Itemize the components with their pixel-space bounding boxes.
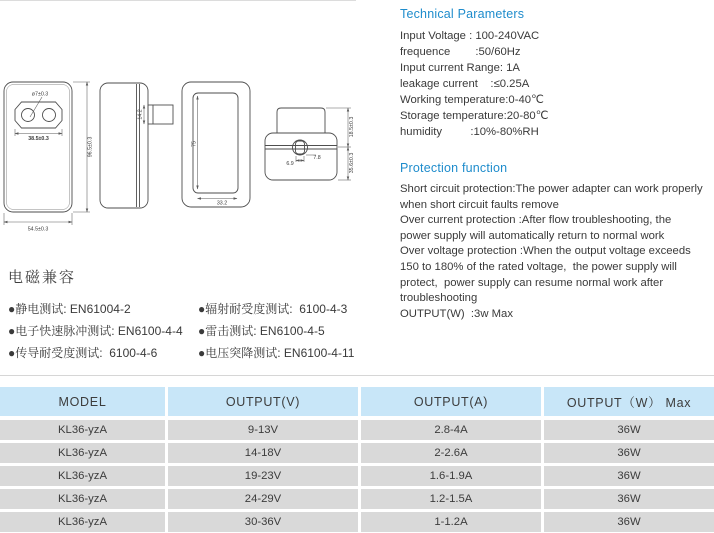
- protection-line: Over voltage protection :When the output voltage exceeds: [400, 245, 691, 258]
- table-cell-output-a: 2.8-4A: [361, 420, 541, 440]
- dim-inner-width: 33.2: [216, 200, 228, 207]
- parameter-line: Input current Range: 1A: [400, 62, 520, 74]
- table-cell-output-v: 24-29V: [168, 489, 358, 509]
- table-cell-output-w: 36W: [544, 443, 714, 463]
- table-cell-model: KL36-yzA: [0, 489, 165, 509]
- table-row: [0, 466, 714, 486]
- table-cell-model: KL36-yzA: [0, 420, 165, 440]
- table-cell-output-v: 14-18V: [168, 443, 358, 463]
- emc-title: 电磁兼容: [8, 269, 77, 286]
- table-cell-output-w: 36W: [544, 512, 714, 532]
- technical-parameters-title: Technical Parameters: [400, 7, 525, 21]
- dim-body-width: 54.5±0.3: [27, 226, 49, 233]
- emc-test-item: ●静电测试: EN61004-2: [8, 302, 131, 316]
- adapter-technical-drawings: [0, 58, 395, 246]
- plug-blade: [148, 105, 173, 124]
- table-header-row: [0, 387, 714, 416]
- protection-line: Short circuit protection:The power adapter can work properly: [400, 183, 703, 195]
- table-row: [0, 443, 714, 463]
- protection-line: when short circuit faults remove: [400, 198, 559, 211]
- technical-drawing-svg: [0, 58, 395, 246]
- adapter-front-view: [4, 82, 94, 233]
- protection-text: [400, 182, 714, 322]
- dim-body-height: 96.5±0.3: [87, 136, 94, 158]
- dim-inner-height: 75: [191, 141, 198, 147]
- emc-test-item: ●传导耐受度测试: 6100-4-6: [8, 346, 158, 360]
- table-cell-model: KL36-yzA: [0, 466, 165, 486]
- table-header-cell: MODEL: [0, 387, 165, 416]
- parameter-line: humidity :10%-80%RH: [400, 126, 539, 138]
- table-cell-output-a: 1.2-1.5A: [361, 489, 541, 509]
- parameter-line: leakage current :≤0.25A: [400, 78, 530, 90]
- table-cell-output-a: 2-2.6A: [361, 443, 541, 463]
- emc-section: [8, 266, 396, 364]
- emc-test-item: ●辐射耐受度测试: 6100-4-3: [198, 302, 348, 316]
- dim-plug-width: 14.2: [137, 109, 144, 120]
- table-cell-output-v: 19-23V: [168, 466, 358, 486]
- protection-function-section: [400, 161, 714, 322]
- table-header-cell: OUTPUT（W） Max: [544, 387, 714, 416]
- output-connector: [293, 140, 308, 155]
- emc-test-item: ●电压突降测试: EN6100-4-11: [198, 346, 355, 360]
- output-spec-table: [0, 387, 714, 532]
- parameter-line: Working temperature:0-40℃: [400, 94, 544, 106]
- parameter-line: Storage temperature:20-80℃: [400, 110, 549, 122]
- dim-pin-pitch: 38.5±0.3: [28, 136, 49, 142]
- table-body: [0, 420, 714, 532]
- table-cell-output-v: 9-13V: [168, 420, 358, 440]
- table-header-cell: OUTPUT(V): [168, 387, 358, 416]
- emc-test-item: ●电子快速脉冲测试: EN6100-4-4: [8, 324, 183, 338]
- table-cell-output-a: 1-1.2A: [361, 512, 541, 532]
- parameter-line: frequence :50/60Hz: [400, 46, 521, 58]
- dim-connector-depth: 7.8: [313, 155, 321, 161]
- plug-pin-left: [22, 109, 35, 122]
- table-cell-output-a: 1.6-1.9A: [361, 466, 541, 486]
- emc-test-item: ●雷击测试: EN6100-4-5: [198, 324, 325, 338]
- parameter-line: Input Voltage : 100-240VAC: [400, 30, 540, 42]
- protection-line: OUTPUT(W) :3w Max: [400, 307, 513, 320]
- protection-line: Over current protection :After flow troubleshooting, the: [400, 214, 672, 227]
- table-cell-output-v: 30-36V: [168, 512, 358, 532]
- protection-line: troubleshooting: [400, 292, 478, 305]
- table-row: [0, 512, 714, 532]
- table-cell-output-w: 36W: [544, 420, 714, 440]
- protection-function-title: Protection function: [400, 161, 508, 175]
- table-cell-output-w: 36W: [544, 466, 714, 486]
- technical-parameters-section: [400, 7, 712, 140]
- top-divider-line: [0, 0, 356, 1]
- dim-body-depth: 35.6±0.3: [349, 152, 355, 174]
- emc-tests-right: [198, 298, 396, 364]
- table-cell-model: KL36-yzA: [0, 512, 165, 532]
- table-header-cell: OUTPUT(A): [361, 387, 541, 416]
- technical-parameters-list: [400, 28, 712, 140]
- dim-pin-diameter: ø7±0.3: [31, 91, 49, 98]
- dim-connector-width: 6.9: [286, 161, 294, 167]
- protection-line: power supply will automatically return to normal work: [400, 229, 665, 242]
- adapter-back-view: [182, 82, 250, 207]
- protection-line: 150 to 180% of the rated voltage, the power supply will: [400, 260, 677, 273]
- table-row: [0, 420, 714, 440]
- euro-plug-face: [15, 102, 62, 128]
- adapter-side-view: [100, 83, 173, 208]
- protection-line: protect, power supply can resume normal work after: [400, 276, 664, 289]
- plug-pin-right: [43, 109, 56, 122]
- adapter-top-view: [265, 108, 355, 180]
- emc-tests-left: [8, 298, 198, 364]
- table-divider-line: [0, 375, 714, 376]
- table-cell-model: KL36-yzA: [0, 443, 165, 463]
- dim-upper-depth: 18.5±0.3: [349, 116, 355, 138]
- table-row: [0, 489, 714, 509]
- table-cell-output-w: 36W: [544, 489, 714, 509]
